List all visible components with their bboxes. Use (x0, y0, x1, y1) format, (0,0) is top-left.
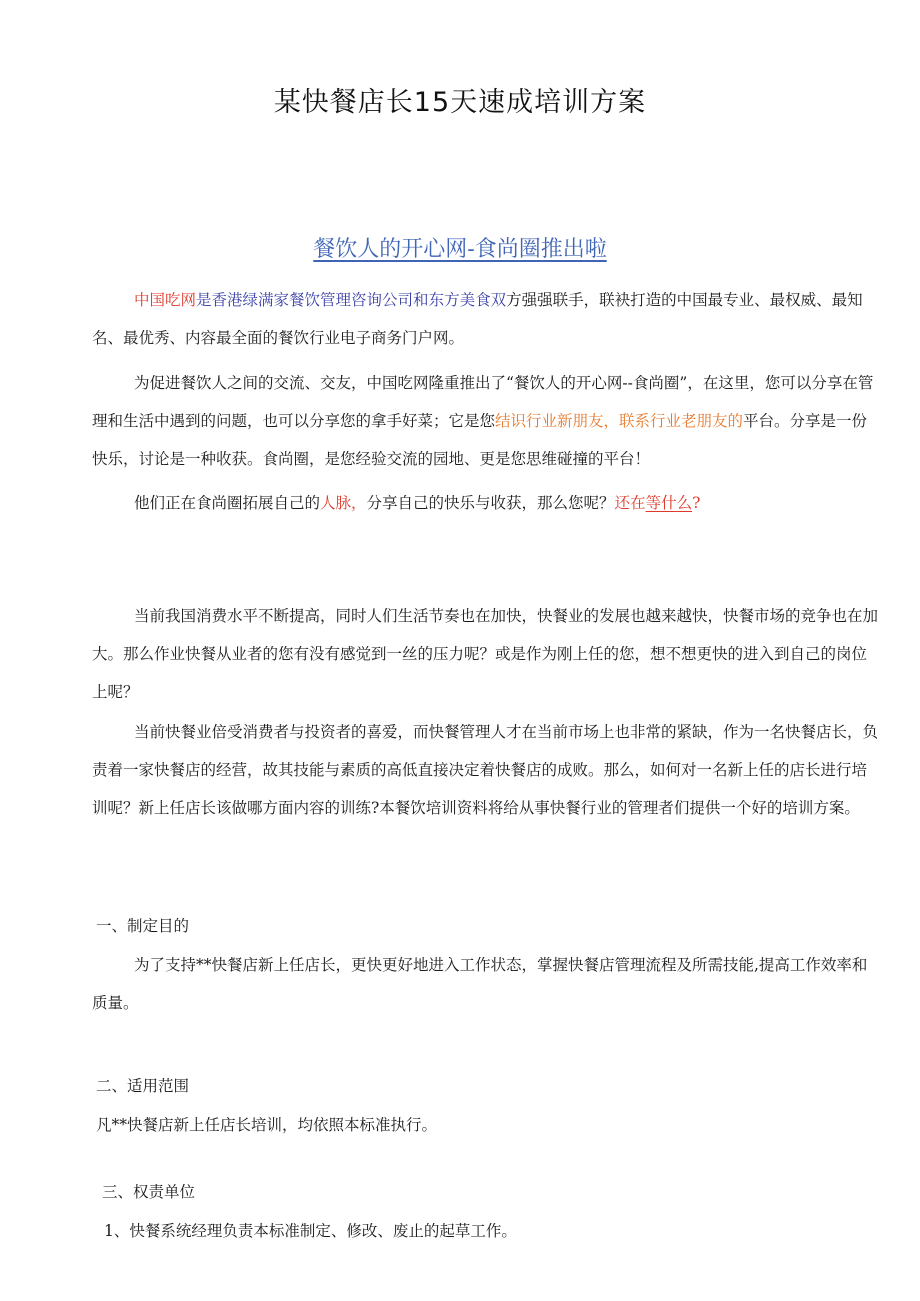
ad-paragraph-community: 为促进餐饮人之间的交流、交友，中国吃网隆重推出了“餐饮人的开心网--食尚圈”，在这里，您可以分享在管理和生活中遇到的问题，也可以分享您的拿手好菜；它是您结识行业新朋友，联系行业老朋友的平台。分享是一份快乐，讨论是一种收获。食尚圈，是您经验交流的园地、更是您思维碰撞的平台！ (92, 374, 874, 468)
brand-name: 中国吃网 (134, 291, 197, 309)
section-text-purpose: 为了支持**快餐店新上任店长，更快更好地进入工作状态，掌握快餐店管理流程及所需技能,提高工作效率和质量。 (92, 956, 868, 1012)
highlight-text: 结识行业新朋友，联系行业老朋友的 (495, 412, 744, 430)
body-paragraph-purpose: 当前快餐业倍受消费者与投资者的喜爱，而快餐管理人才在当前市场上也非常的紧缺，作为一名快餐店长，负责着一家快餐店的经营，故其技能与素质的高低直接决定着快餐店的成败。那么，如何对一名新上任的店长进行培训呢？新上任店长该做哪方面内容的训练?本餐饮培训资料将给从事快餐行业的管理者们提供一个好的培训方案。 (92, 723, 879, 817)
document-title: 某快餐店长15天速成培训方案 (273, 87, 647, 118)
partner-company: 东方美食双 (428, 291, 507, 309)
ad-banner-link[interactable]: 餐饮人的开心网-食尚圈推出啦 (313, 237, 607, 262)
partner-company: 香港绿满家餐饮管理咨询公司 (211, 291, 414, 309)
ad-paragraph-call-to-action: 他们正在食尚圈拓展自己的人脉，分享自己的快乐与收获，那么您呢？还在等什么? (134, 494, 701, 512)
ad-paragraph-intro: 中国吃网是香港绿满家餐饮管理咨询公司和东方美食双方强强联手，联袂打造的中国最专业、最权威、最知名、最优秀、内容最全面的餐饮行业电子商务门户网。 (92, 291, 863, 347)
body-paragraph-background: 当前我国消费水平不断提高，同时人们生活节奏也在加快，快餐业的发展也越来越快，快餐市场的竞争也在加大。那么作业快餐从业者的您有没有感觉到一丝的压力呢？或是作为刚上任的您，想不想更快的进入到自己的岗位上呢？ (92, 607, 879, 701)
highlight-text: 人脉， (320, 494, 367, 512)
section-heading-purpose: 一、制定目的 (96, 917, 190, 935)
section-list-item: 1、快餐系统经理负责本标准制定、修改、废止的起草工作。 (104, 1222, 517, 1240)
section-heading-responsibility: 三、权责单位 (102, 1183, 196, 1201)
section-heading-scope: 二、适用范围 (96, 1077, 190, 1095)
cta-link[interactable]: 等什么 (645, 494, 693, 512)
section-text-scope: 凡**快餐店新上任店长培训，均依照本标准执行。 (96, 1116, 438, 1134)
